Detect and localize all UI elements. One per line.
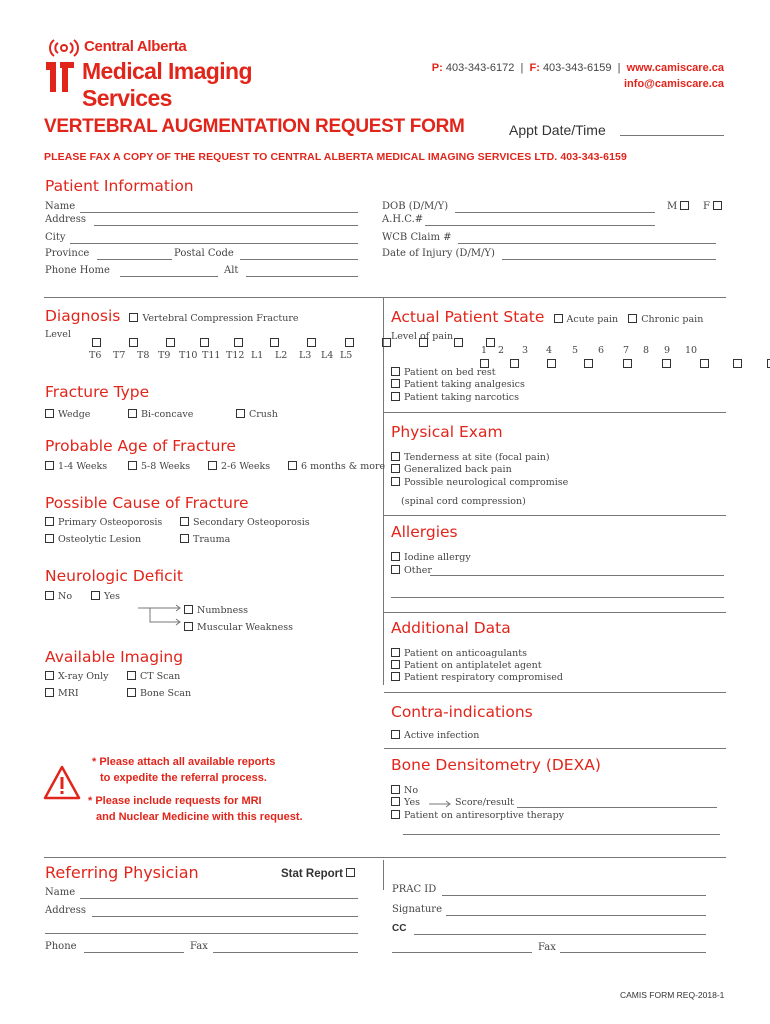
sex-m-label: M bbox=[667, 201, 678, 212]
cause-secondary[interactable] bbox=[180, 517, 310, 528]
checkbox[interactable] bbox=[208, 461, 217, 470]
email-link[interactable]: info@camiscare.ca bbox=[624, 78, 724, 90]
stat-label: Stat Report bbox=[281, 868, 343, 880]
section-divider bbox=[384, 412, 726, 413]
branch-arrow-icon bbox=[136, 600, 184, 628]
imaging-xray[interactable] bbox=[45, 671, 109, 682]
level-label-t9: T9 bbox=[158, 350, 171, 361]
phone-label: P: bbox=[431, 62, 443, 74]
sex-f[interactable] bbox=[703, 201, 726, 212]
checkbox[interactable] bbox=[391, 464, 400, 473]
fax-notice: PLEASE FAX A COPY OF THE REQUEST TO CENTRAL ALBERTA MEDICAL IMAGING SERVICES LTD. 403-343-6159 bbox=[44, 151, 627, 163]
level-checkbox-t11[interactable] bbox=[270, 338, 279, 347]
checkbox[interactable] bbox=[184, 622, 193, 631]
ref-phone-label: Phone bbox=[45, 941, 77, 952]
logo bbox=[44, 36, 304, 111]
province-label: Province bbox=[45, 248, 90, 259]
age-1-4-label: 1-4 Weeks bbox=[58, 461, 108, 472]
checkbox[interactable] bbox=[236, 409, 245, 418]
crush-label: Crush bbox=[249, 409, 278, 420]
narcotics-label: Patient taking narcotics bbox=[404, 392, 519, 403]
active-infection[interactable] bbox=[391, 730, 479, 741]
mri-label: MRI bbox=[58, 688, 79, 699]
checkbox[interactable] bbox=[391, 379, 400, 388]
dexa-extra-field[interactable] bbox=[403, 834, 720, 835]
imaging-mri[interactable] bbox=[45, 688, 79, 699]
checkbox-m[interactable] bbox=[680, 201, 689, 210]
postal-field[interactable] bbox=[240, 259, 358, 260]
neuro-yes-label: Yes bbox=[104, 591, 120, 602]
pain-level-label: Level of pain bbox=[391, 331, 454, 342]
pain-level-5: 5 bbox=[572, 345, 579, 356]
level-label: Level bbox=[45, 329, 71, 340]
checkbox[interactable] bbox=[391, 565, 400, 574]
section-divider bbox=[44, 857, 726, 858]
warning-icon bbox=[42, 764, 82, 802]
age-heading: Probable Age of Fracture bbox=[45, 437, 236, 455]
age-6plus-label: 6 months & more bbox=[301, 461, 386, 472]
patient-state-row bbox=[391, 307, 703, 326]
checkbox[interactable] bbox=[391, 672, 400, 681]
checkbox[interactable] bbox=[391, 477, 400, 486]
ref-fax-field[interactable] bbox=[213, 952, 358, 953]
checkbox[interactable] bbox=[128, 409, 137, 418]
level-checkbox-l2[interactable] bbox=[382, 338, 391, 347]
checkbox[interactable] bbox=[391, 648, 400, 657]
checkbox[interactable] bbox=[391, 660, 400, 669]
xray-label: X-ray Only bbox=[58, 671, 109, 682]
analgesics[interactable] bbox=[391, 379, 525, 390]
diagnosis-heading: Diagnosis bbox=[45, 307, 121, 325]
checkbox-f[interactable] bbox=[713, 201, 722, 210]
checkbox[interactable] bbox=[391, 785, 400, 794]
contra-heading: Contra-indications bbox=[391, 703, 533, 721]
age-1-4[interactable] bbox=[45, 461, 107, 472]
contact-line bbox=[432, 62, 724, 74]
alt-field[interactable] bbox=[246, 276, 358, 277]
checkbox[interactable] bbox=[45, 409, 54, 418]
dexa-yes[interactable] bbox=[391, 797, 420, 808]
ref-phone-field[interactable] bbox=[84, 952, 184, 953]
diagnosis-row bbox=[45, 306, 298, 325]
cause-secondary-label: Secondary Osteoporosis bbox=[193, 517, 310, 528]
checkbox[interactable] bbox=[391, 392, 400, 401]
pain-level-1: 1 bbox=[481, 345, 488, 356]
tenderness[interactable] bbox=[391, 452, 550, 463]
level-label-l4: L4 bbox=[321, 350, 334, 361]
checkbox[interactable] bbox=[391, 367, 400, 376]
cause-osteolytic[interactable] bbox=[45, 534, 141, 545]
pain-checkbox-2[interactable] bbox=[510, 359, 519, 368]
age-2-6[interactable] bbox=[208, 461, 270, 472]
separator: | bbox=[520, 62, 524, 74]
fracture-crush[interactable] bbox=[236, 409, 278, 420]
imaging-ct[interactable] bbox=[127, 671, 180, 682]
patient-heading: Patient Information bbox=[45, 177, 194, 195]
checkbox[interactable] bbox=[391, 730, 400, 739]
chronic-label: Chronic pain bbox=[641, 314, 704, 325]
injury-field[interactable] bbox=[502, 259, 716, 260]
ref-address-field[interactable] bbox=[92, 916, 358, 917]
section-divider bbox=[384, 612, 726, 613]
checkbox[interactable] bbox=[45, 534, 54, 543]
checkbox[interactable] bbox=[45, 591, 54, 600]
biconcave-label: Bi-concave bbox=[141, 409, 194, 420]
ref-address-label: Address bbox=[45, 905, 86, 916]
checkbox[interactable] bbox=[127, 671, 136, 680]
checkbox[interactable] bbox=[180, 517, 189, 526]
checkbox[interactable] bbox=[127, 688, 136, 697]
ref-name-label: Name bbox=[45, 887, 76, 898]
level-checkbox-t8[interactable] bbox=[166, 338, 175, 347]
cause-heading: Possible Cause of Fracture bbox=[45, 494, 249, 512]
neuro-compromise-label: Possible neurological compromise bbox=[404, 477, 569, 488]
dexa-no[interactable] bbox=[391, 785, 418, 796]
back-pain[interactable] bbox=[391, 464, 512, 475]
website-link[interactable]: www.camiscare.ca bbox=[626, 62, 724, 74]
province-field[interactable] bbox=[97, 259, 172, 260]
city-label: City bbox=[45, 232, 66, 243]
cause-trauma-label: Trauma bbox=[193, 534, 231, 545]
level-label-t8: T8 bbox=[137, 350, 150, 361]
cc-label: CC bbox=[392, 923, 407, 934]
dexa-heading: Bone Densitometry (DEXA) bbox=[391, 756, 601, 774]
name-label: Name bbox=[45, 201, 76, 212]
city-field[interactable] bbox=[70, 243, 358, 244]
allergies-heading: Allergies bbox=[391, 523, 458, 541]
pain-level-6: 6 bbox=[598, 345, 605, 356]
cause-trauma[interactable] bbox=[180, 534, 230, 545]
name-field[interactable] bbox=[80, 212, 358, 213]
anticoagulants[interactable] bbox=[391, 648, 527, 659]
diagnosis-option-label: Vertebral Compression Fracture bbox=[142, 313, 299, 324]
alt-label: Alt bbox=[224, 265, 239, 276]
neuro-weakness[interactable] bbox=[184, 622, 293, 633]
score-label: Score/result bbox=[455, 797, 514, 808]
brand-line1: Central Alberta bbox=[84, 38, 187, 55]
cause-primary[interactable] bbox=[45, 517, 162, 528]
checkbox[interactable] bbox=[391, 810, 400, 819]
weakness-label: Muscular Weakness bbox=[197, 622, 293, 633]
iodine-label: Iodine allergy bbox=[404, 552, 471, 563]
physical-heading: Physical Exam bbox=[391, 423, 503, 441]
checkbox[interactable] bbox=[45, 461, 54, 470]
chronic-pain[interactable] bbox=[628, 314, 703, 325]
anticoagulants-label: Patient on anticoagulants bbox=[404, 648, 527, 659]
acute-pain[interactable] bbox=[554, 314, 619, 325]
fracture-wedge[interactable] bbox=[45, 409, 90, 420]
signature-label: Signature bbox=[392, 904, 443, 915]
checkbox[interactable] bbox=[129, 313, 138, 322]
ref-address-field-2[interactable] bbox=[45, 933, 358, 934]
neuro-compromise[interactable] bbox=[391, 477, 568, 488]
level-checkbox-t12[interactable] bbox=[307, 338, 316, 347]
dexa-no-label: No bbox=[404, 785, 419, 796]
bed-rest-label: Patient on bed rest bbox=[404, 367, 496, 378]
neuro-numbness[interactable] bbox=[184, 605, 248, 616]
diagnosis-option[interactable] bbox=[129, 313, 298, 324]
pain-level-3: 3 bbox=[522, 345, 529, 356]
fax-label: F: bbox=[529, 62, 540, 74]
phone-home-field[interactable] bbox=[120, 276, 218, 277]
level-label-t6: T6 bbox=[89, 350, 102, 361]
other-field-2[interactable] bbox=[391, 597, 724, 598]
pain-level-9: 9 bbox=[664, 345, 671, 356]
brand-line2: Medical Imaging Services bbox=[82, 58, 252, 111]
level-label-t10: T10 bbox=[179, 350, 198, 361]
pracid-label: PRAC ID bbox=[392, 884, 437, 895]
checkbox[interactable] bbox=[45, 671, 54, 680]
cc-field[interactable] bbox=[414, 934, 706, 935]
bone-label: Bone Scan bbox=[140, 688, 192, 699]
numbness-label: Numbness bbox=[197, 605, 249, 616]
antiplatelet[interactable] bbox=[391, 660, 542, 671]
back-pain-label: Generalized back pain bbox=[404, 464, 512, 475]
ref-name-field[interactable] bbox=[80, 898, 358, 899]
level-label-l1: L1 bbox=[251, 350, 264, 361]
checkbox[interactable] bbox=[346, 868, 355, 877]
neuro-no-label: No bbox=[58, 591, 73, 602]
form-id: CAMIS FORM REQ-2018-1 bbox=[620, 990, 725, 1000]
level-label-l3: L3 bbox=[299, 350, 312, 361]
ahc-label: A.H.C.# bbox=[382, 214, 424, 225]
cc-fax-label: Fax bbox=[538, 942, 556, 953]
pain-level-7: 7 bbox=[623, 345, 630, 356]
checkbox[interactable] bbox=[628, 314, 637, 323]
dob-field[interactable] bbox=[455, 212, 655, 213]
age-2-6-label: 2-6 Weeks bbox=[221, 461, 271, 472]
patient-state-heading: Actual Patient State bbox=[391, 308, 545, 326]
checkbox[interactable] bbox=[180, 534, 189, 543]
iodine[interactable] bbox=[391, 552, 471, 563]
section-divider bbox=[44, 297, 726, 298]
dob-label: DOB (D/M/Y) bbox=[382, 201, 449, 212]
level-checkbox-t10[interactable] bbox=[234, 338, 243, 347]
note-2a: * Please include requests for MRI bbox=[88, 795, 262, 807]
level-label-l2: L2 bbox=[275, 350, 288, 361]
antiresorptive-label: Patient on antiresorptive therapy bbox=[404, 810, 565, 821]
level-checkbox-l4[interactable] bbox=[454, 338, 463, 347]
checkbox[interactable] bbox=[91, 591, 100, 600]
level-checkbox-l1[interactable] bbox=[345, 338, 354, 347]
postal-label: Postal Code bbox=[174, 248, 234, 259]
address-label: Address bbox=[45, 214, 86, 225]
additional-heading: Additional Data bbox=[391, 619, 511, 637]
appt-label: Appt Date/Time bbox=[509, 122, 606, 138]
pain-checkbox-5[interactable] bbox=[623, 359, 632, 368]
pain-checkbox-4[interactable] bbox=[584, 359, 593, 368]
ref-fax-label: Fax bbox=[190, 941, 208, 952]
pain-checkbox-8[interactable] bbox=[733, 359, 742, 368]
pain-checkbox-7[interactable] bbox=[700, 359, 709, 368]
pain-checkbox-6[interactable] bbox=[662, 359, 671, 368]
column-divider bbox=[383, 860, 384, 890]
separator: | bbox=[617, 62, 621, 74]
spinal-note: (spinal cord compression) bbox=[401, 496, 526, 507]
analgesics-label: Patient taking analgesics bbox=[404, 379, 525, 390]
respiratory[interactable] bbox=[391, 672, 563, 683]
injury-label: Date of Injury (D/M/Y) bbox=[382, 248, 495, 259]
age-5-8-label: 5-8 Weeks bbox=[141, 461, 191, 472]
other-label: Other bbox=[404, 565, 432, 576]
checkbox[interactable] bbox=[128, 461, 137, 470]
pain-level-2: 2 bbox=[498, 345, 505, 356]
checkbox[interactable] bbox=[45, 517, 54, 526]
cc-field-2[interactable] bbox=[392, 952, 532, 953]
checkbox[interactable] bbox=[391, 452, 400, 461]
wcb-field[interactable] bbox=[458, 243, 716, 244]
pain-level-4: 4 bbox=[546, 345, 553, 356]
antiresorptive[interactable] bbox=[391, 810, 564, 821]
level-checkbox-t7[interactable] bbox=[129, 338, 138, 347]
note-2b: and Nuclear Medicine with this request. bbox=[96, 811, 303, 823]
neuro-no[interactable] bbox=[45, 591, 72, 602]
sex-f-label: F bbox=[703, 201, 710, 212]
level-checkbox-t9[interactable] bbox=[200, 338, 209, 347]
other-field[interactable] bbox=[430, 575, 724, 576]
infection-label: Active infection bbox=[404, 730, 480, 741]
sex-m[interactable] bbox=[667, 201, 693, 212]
respiratory-label: Patient respiratory compromised bbox=[404, 672, 563, 683]
imaging-bone[interactable] bbox=[127, 688, 191, 699]
note-1b: to expedite the referral process. bbox=[100, 772, 267, 784]
checkbox[interactable] bbox=[184, 605, 193, 614]
ahc-field[interactable] bbox=[425, 225, 655, 226]
checkbox[interactable] bbox=[554, 314, 563, 323]
arrow-right-icon bbox=[428, 799, 452, 809]
phone-number: 403-343-6172 bbox=[445, 62, 515, 74]
logo-mark-icon bbox=[44, 36, 80, 96]
level-label-l5: L5 bbox=[340, 350, 353, 361]
bed-rest[interactable] bbox=[391, 367, 496, 378]
checkbox[interactable] bbox=[288, 461, 297, 470]
appt-field[interactable] bbox=[620, 135, 724, 136]
fracture-biconcave[interactable] bbox=[128, 409, 193, 420]
imaging-heading: Available Imaging bbox=[45, 648, 184, 666]
pain-level-10: 10 bbox=[685, 345, 698, 356]
allergy-other[interactable] bbox=[391, 565, 432, 576]
checkbox[interactable] bbox=[391, 797, 400, 806]
pracid-field[interactable] bbox=[442, 895, 706, 896]
cause-osteolytic-label: Osteolytic Lesion bbox=[58, 534, 142, 545]
neuro-heading: Neurologic Deficit bbox=[45, 567, 183, 585]
wedge-label: Wedge bbox=[58, 409, 91, 420]
age-5-8[interactable] bbox=[128, 461, 190, 472]
checkbox[interactable] bbox=[391, 552, 400, 561]
neuro-yes[interactable] bbox=[91, 591, 120, 602]
dexa-yes-label: Yes bbox=[404, 797, 420, 808]
column-divider bbox=[383, 297, 384, 685]
pain-level-8: 8 bbox=[643, 345, 650, 356]
section-divider bbox=[384, 692, 726, 693]
antiplatelet-label: Patient on antiplatelet agent bbox=[404, 660, 542, 671]
phone-home-label: Phone Home bbox=[45, 265, 110, 276]
note-1a: * Please attach all available reports bbox=[92, 756, 276, 768]
signature-field[interactable] bbox=[446, 915, 706, 916]
acute-label: Acute pain bbox=[566, 314, 619, 325]
level-label-t11: T11 bbox=[202, 350, 221, 361]
level-checkbox-l5[interactable] bbox=[486, 338, 495, 347]
level-label-t12: T12 bbox=[226, 350, 245, 361]
level-checkbox-t6[interactable] bbox=[92, 338, 101, 347]
ct-label: CT Scan bbox=[140, 671, 181, 682]
address-field[interactable] bbox=[94, 225, 358, 226]
tenderness-label: Tenderness at site (focal pain) bbox=[404, 452, 550, 463]
cc-fax-field[interactable] bbox=[560, 952, 706, 953]
section-divider bbox=[384, 748, 726, 749]
stat-report[interactable] bbox=[281, 868, 359, 880]
narcotics[interactable] bbox=[391, 392, 519, 403]
fracture-heading: Fracture Type bbox=[45, 383, 150, 401]
section-divider bbox=[384, 515, 726, 516]
score-field[interactable] bbox=[517, 807, 717, 808]
checkbox[interactable] bbox=[45, 688, 54, 697]
wcb-label: WCB Claim # bbox=[382, 232, 452, 243]
level-label-t7: T7 bbox=[113, 350, 126, 361]
age-6plus[interactable] bbox=[288, 461, 385, 472]
pain-checkbox-3[interactable] bbox=[547, 359, 556, 368]
cause-primary-label: Primary Osteoporosis bbox=[58, 517, 163, 528]
fax-number: 403-343-6159 bbox=[542, 62, 612, 74]
form-title: VERTEBRAL AUGMENTATION REQUEST FORM bbox=[44, 116, 465, 137]
referring-heading: Referring Physician bbox=[45, 863, 199, 882]
